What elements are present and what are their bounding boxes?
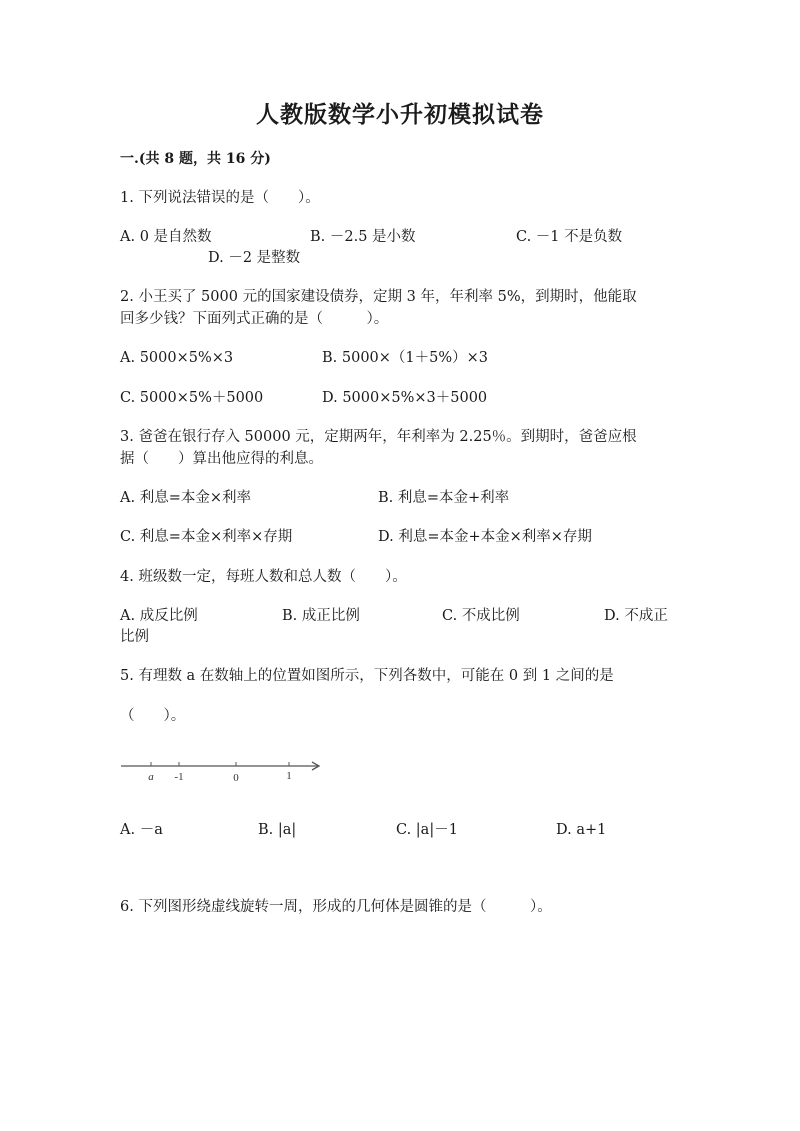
question-2-option-d: D. 5000×5%×3＋5000 (322, 390, 488, 406)
label-a: a (148, 771, 154, 783)
label-0: 0 (233, 772, 239, 784)
question-2-stem-line-1: 2. 小王买了 5000 元的国家建设债券，定期 3 年，年利率 5%，到期时，他能取 (120, 289, 637, 305)
question-5-option-d: D. a+1 (556, 822, 607, 838)
question-5-stem-line-2: （ ）。 (120, 708, 186, 724)
question-4-option-b: B. 成正比例 (282, 608, 360, 624)
question-1-option-d: D. －2 是整数 (208, 250, 301, 266)
question-3-option-b: B. 利息=本金+利率 (378, 490, 510, 506)
question-4-option-c: C. 不成比例 (442, 608, 520, 624)
question-4-option-a: A. 成反比例 (120, 608, 198, 624)
question-5-option-c: C. |a|－1 (396, 822, 458, 838)
question-2-option-a: A. 5000×5%×3 (120, 350, 234, 366)
question-4-stem: 4. 班级数一定，每班人数和总人数（ ）。 (120, 569, 407, 585)
question-2-option-b: B. 5000×（1＋5%）×3 (322, 350, 489, 366)
question-5-stem-line-1: 5. 有理数 a 在数轴上的位置如图所示，下列各数中，可能在 0 到 1 之间的是 (120, 668, 614, 684)
question-3-option-c: C. 利息=本金×利率×存期 (120, 529, 293, 545)
question-4-option-d: D. 不成正 (604, 608, 668, 624)
question-1-option-c: C. －1 不是负数 (516, 229, 623, 245)
label-1: 1 (286, 770, 292, 782)
question-1-option-a: A. 0 是自然数 (120, 229, 212, 245)
question-5-option-a: A. －a (120, 822, 163, 838)
question-2-option-c: C. 5000×5%＋5000 (120, 390, 264, 406)
question-4-option-d-wrap: 比例 (120, 629, 149, 645)
question-2-stem-line-2: 回多少钱？下面列式正确的是（ ）。 (120, 311, 389, 327)
question-1-stem: 1. 下列说法错误的是（ ）。 (120, 190, 320, 206)
question-3-stem-line-1: 3. 爸爸在银行存入 50000 元，定期两年，年利率为 2.25％。到期时，爸爸应根 (120, 429, 637, 445)
section-heading: 一.(共 8 题，共 16 分) (120, 151, 271, 167)
question-3-option-a: A. 利息=本金×利率 (120, 490, 251, 506)
question-6-stem: 6. 下列图形绕虚线旋转一周，形成的几何体是圆锥的是（ ）。 (120, 899, 552, 915)
question-5-option-b: B. |a| (258, 822, 297, 838)
label-minus-1: -1 (174, 771, 184, 783)
page-title: 人教版数学小升初模拟试卷 (256, 101, 544, 128)
number-line-figure (118, 752, 328, 792)
question-1-option-b: B. －2.5 是小数 (310, 229, 416, 245)
question-3-option-d: D. 利息=本金+本金×利率×存期 (378, 529, 592, 545)
question-3-stem-line-2: 据（ ）算出他应得的利息。 (120, 451, 323, 467)
